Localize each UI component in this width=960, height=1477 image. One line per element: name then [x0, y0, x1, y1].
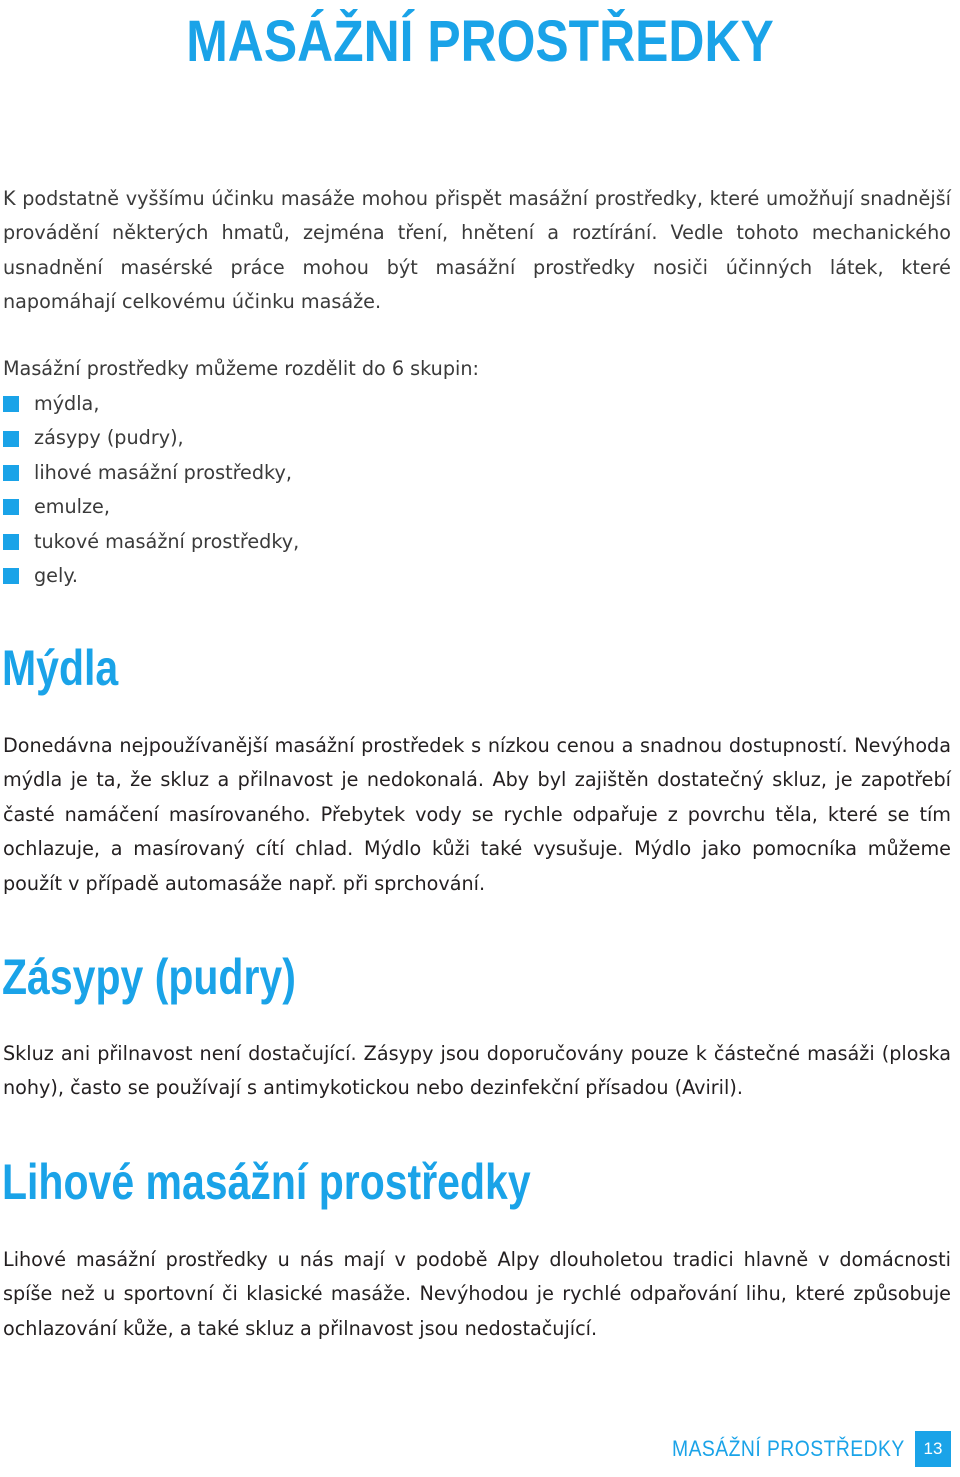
list-item	[3, 559, 299, 593]
list-item-label: lihové masážní prostředky,	[34, 460, 292, 484]
list-item	[3, 525, 299, 559]
square-bullet-icon	[3, 396, 19, 412]
square-bullet-icon	[3, 465, 19, 481]
square-bullet-icon	[3, 568, 19, 584]
list-intro: Masážní prostředky můžeme rozdělit do 6 skupin:	[3, 357, 479, 380]
section-text-lihove: Lihové masážní prostředky u nás mají v podobě Alpy dlouholetou tradici hlavně v domácnosti spíše než u sportovní či klasické masáže. Nevýhodou je rychlé odpařování lihu, které způsobuje ochlazování kůže, a také skluz a přilnavost jsou nedostačující.	[3, 1248, 951, 1340]
page-title: MASÁŽNÍ PROSTŘEDKY	[186, 9, 774, 74]
square-bullet-icon	[3, 534, 19, 550]
list-item-label: mýdla,	[34, 392, 100, 415]
category-list	[3, 387, 299, 593]
section-text-mydla: Donedávna nejpoužívanější masážní prostředek s nízkou cenou a snadnou dostupností. Nevýhoda mýdla je ta, že skluz a přilnavost je nedokonalá. Aby byl zajištěn dostatečný skluz, je zapotřebí časté namáčení masírovaného. Přebytek vody se rychle odpařuje z povrchu těla, které se tím ochlazuje, a masírovaný cítí chlad. Mýdlo kůži také vysušuje. Mýdlo jako pomocníka můžeme použít v případě automasáže např. při sprchování.	[3, 734, 951, 895]
page-number: 13	[915, 1431, 951, 1467]
section-heading-zasypy: Zásypy (pudry)	[2, 949, 296, 1005]
list-item-label: zásypy (pudry),	[34, 426, 184, 450]
section-text-zasypy: Skluz ani přilnavost není dostačující. Zásypy jsou doporučovány pouze k částečné masáži (ploska nohy), často se používají s antimykotickou nebo dezinfekční přísadou (Aviril).	[3, 1042, 951, 1100]
list-item	[3, 456, 299, 490]
section-heading-lihove: Lihové masážní prostředky	[2, 1154, 531, 1210]
list-item-label: gely.	[34, 563, 79, 587]
list-item-label: emulze,	[34, 495, 110, 519]
intro-paragraph: K podstatně vyššímu účinku masáže mohou přispět masážní prostředky, které umožňují snadnější provádění některých hmatů, zejména tření, hnětení a roztírání. Vedle tohoto mechanického usnadnění masérské práce mohou být masážní prostředky nosiči účinných látek, které napomáhají celkovému účinku masáže.	[3, 187, 951, 314]
square-bullet-icon	[3, 499, 19, 515]
section-heading-mydla: Mýdla	[2, 640, 119, 696]
list-item	[3, 421, 299, 455]
square-bullet-icon	[3, 431, 19, 447]
list-item	[3, 490, 299, 524]
footer-label: MASÁŽNÍ PROSTŘEDKY	[672, 1436, 905, 1461]
list-item-label: tukové masážní prostředky,	[34, 529, 300, 553]
list-item	[3, 387, 299, 421]
